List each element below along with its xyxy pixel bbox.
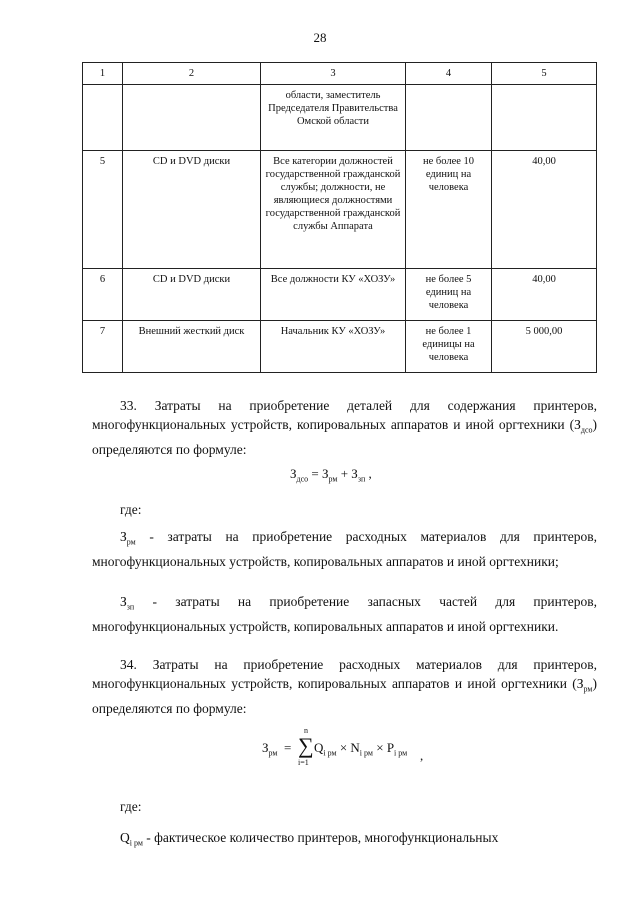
table-cell: не более 5 единиц на человека: [406, 269, 492, 321]
table-cell: не более 10 единиц на человека: [406, 151, 492, 269]
header-cell: 1: [83, 63, 123, 85]
table-header-row: [83, 63, 597, 85]
table-cell: 5 000,00: [492, 321, 597, 373]
table-cell: [406, 85, 492, 151]
table-cell: Все должности КУ «ХОЗУ»: [261, 269, 406, 321]
header-cell: 3: [261, 63, 406, 85]
table-cell: 40,00: [492, 151, 597, 269]
paragraph-34: 34. Затраты на приобретение расходных материалов для принтеров, многофункциональных устройств, копировальных аппаратов и иной оргтехники $(З_{рм})$ определяются по формуле:: [92, 657, 597, 716]
page-number: 28: [313, 30, 327, 45]
table-cell: 5: [83, 151, 123, 269]
table-row: [83, 269, 597, 321]
table-cell: 6: [83, 269, 123, 321]
table-cell: [83, 85, 123, 151]
definition-zzp: $З_{зп}$ - затраты на приобретение запасных частей для принтеров, многофункциональных устройств, копировальных аппаратов и иной оргтехники.: [92, 594, 597, 634]
where-label: где:: [120, 502, 142, 517]
table-cell: Все категории должностей государственной гражданской службы; должности, не являющиеся должностями государственной гражданской службы Аппарата: [261, 151, 406, 269]
header-cell: 5: [492, 63, 597, 85]
table-cell: области, заместитель Председателя Правительства Омской области: [261, 85, 406, 151]
table-cell: Начальник КУ «ХОЗУ»: [261, 321, 406, 373]
header-cell: 2: [123, 63, 261, 85]
table-row: [83, 321, 597, 373]
definition-qirm: $Q_{i рм}$ - фактическое количество принтеров, многофункциональных: [120, 830, 499, 848]
table-cell: [123, 85, 261, 151]
header-cell: 4: [406, 63, 492, 85]
table-cell: CD и DVD диски: [123, 151, 261, 269]
table-cell: CD и DVD диски: [123, 269, 261, 321]
formula-zdso: $З_{дсо} = З_{рм} + З_{зп}$ ,: [290, 466, 372, 484]
table-cell: не более 1 единицы на человека: [406, 321, 492, 373]
sigma-symbol: ∑: [298, 733, 314, 758]
table-row: [83, 151, 597, 269]
where-label-2: где:: [120, 799, 142, 814]
table-row: [83, 85, 597, 151]
formula-zrm: $З_{рм}$ = ∑ n i=1 $Q_{i рм} \times N_{i рм} \times P_{i рм}$ ,: [262, 726, 424, 767]
table-cell: 40,00: [492, 269, 597, 321]
equipment-table: [82, 62, 597, 373]
table-cell: 7: [83, 321, 123, 373]
paragraph-33: 33. Затраты на приобретение деталей для содержания принтеров, многофункциональных устройств, копировальных аппаратов и иной оргтехники $(З_{дсо})$ определяются по формуле:: [92, 398, 597, 457]
table-cell: Внешний жесткий диск: [123, 321, 261, 373]
table-cell: [492, 85, 597, 151]
definition-zrm: $З_{рм}$ - затраты на приобретение расходных материалов для принтеров, многофункциональных устройств, копировальных аппаратов и иной оргтехники;: [92, 529, 597, 569]
